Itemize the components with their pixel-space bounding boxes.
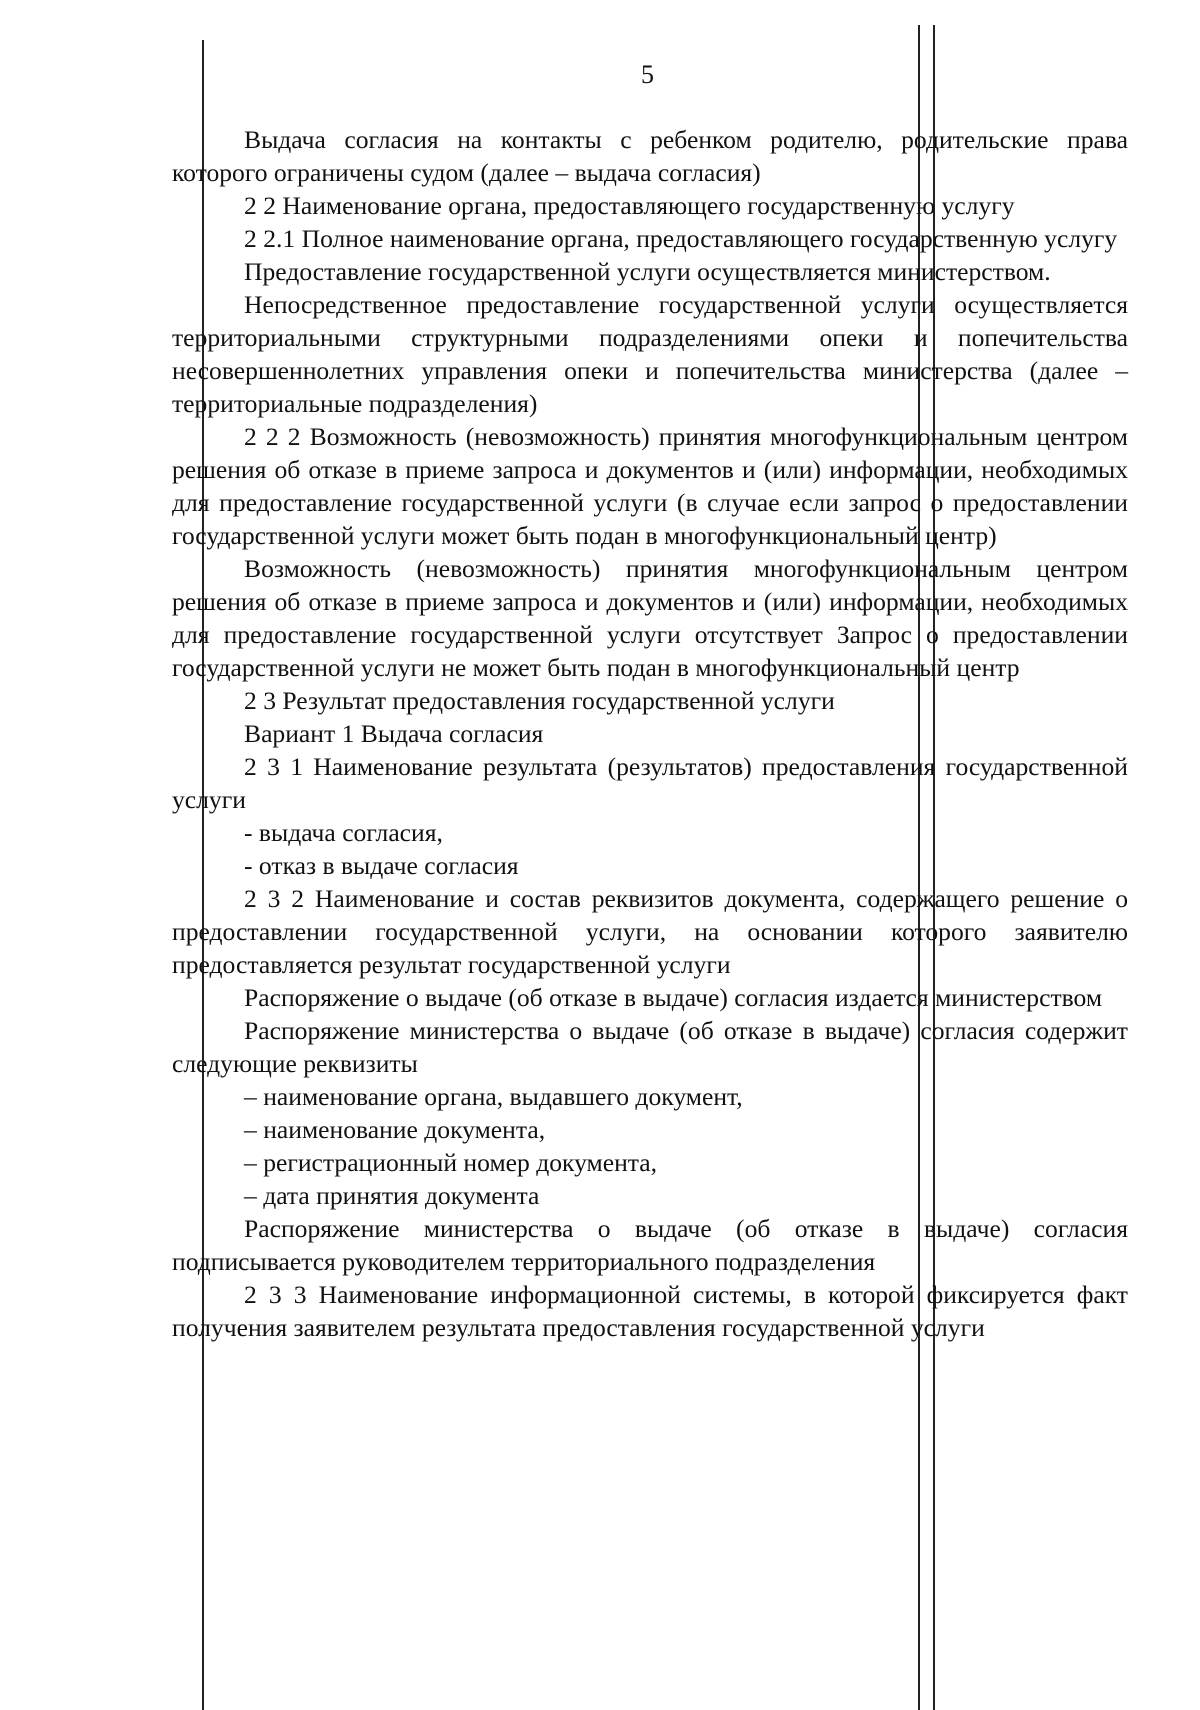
subsection-heading: 2 3 3 Наименование информационной системы, в которой фиксируется факт получения заявителем результата предоставления государственной услуги <box>172 1280 1128 1342</box>
subsection-heading: 2 3 2 Наименование и состав реквизитов документа, содержащего решение о предоставлении государственной услуги, на основании которого заявителю предоставляется результат государственной услуги <box>172 884 1128 979</box>
paragraph: Выдача согласия на контакты с ребенком родителю, родительские права которого ограничены судом (далее – выдача согласия) <box>172 125 1128 187</box>
list-item: – наименование документа, <box>244 1115 546 1144</box>
list-item: – наименование органа, выдавшего документ, <box>244 1082 743 1111</box>
subsection-heading: 2 3 1 Наименование результата (результатов) предоставления государственной услуги <box>172 752 1128 814</box>
paragraph: Распоряжение министерства о выдаче (об отказе в выдаче) согласия подписывается руководителем территориального подразделения <box>172 1214 1128 1276</box>
section-heading: 2 3 Результат предоставления государственной услуги <box>244 686 835 715</box>
paragraph: Распоряжение министерства о выдаче (об отказе в выдаче) согласия содержит следующие реквизиты <box>172 1016 1128 1078</box>
paragraph: Предоставление государственной услуги осуществляется министерством. <box>244 257 1051 286</box>
paragraph: Возможность (невозможность) принятия многофункциональным центром решения об отказе в приеме запроса и документов и (или) информации, необходимых для предоставление государственной услуги отсутствует Запрос о предоставлении государственной услуги не может быть подан в многофункциональный центр <box>172 554 1128 682</box>
section-heading: 2 2 Наименование органа, предоставляющего государственную услугу <box>244 191 1015 220</box>
paragraph: Распоряжение о выдаче (об отказе в выдаче) согласия издается министерством <box>244 983 1103 1012</box>
variant-heading: Вариант 1 Выдача согласия <box>244 719 544 748</box>
paragraph: Непосредственное предоставление государственной услуги осуществляется территориальными структурными подразделениями опеки и попечительства несовершеннолетних управления опеки и попечительства министерства (далее – территориальные подразделения) <box>172 290 1128 418</box>
list-item: - отказ в выдаче согласия <box>244 851 519 880</box>
subsection-heading: 2 2.1 Полное наименование органа, предоставляющего государственную услугу <box>244 224 1118 253</box>
list-item: – дата принятия документа <box>244 1181 540 1210</box>
document-body <box>172 123 1128 1344</box>
list-item: – регистрационный номер документа, <box>244 1148 658 1177</box>
list-item: - выдача согласия, <box>244 818 443 847</box>
subsection-heading: 2 2 2 Возможность (невозможность) принятия многофункциональным центром решения об отказе в приеме запроса и документов и (или) информации, необходимых для предоставление государственной услуги (в случае если запрос о предоставлении государственной услуги может быть подан в многофункциональный центр) <box>172 422 1128 550</box>
page-number: 5 <box>641 60 654 89</box>
